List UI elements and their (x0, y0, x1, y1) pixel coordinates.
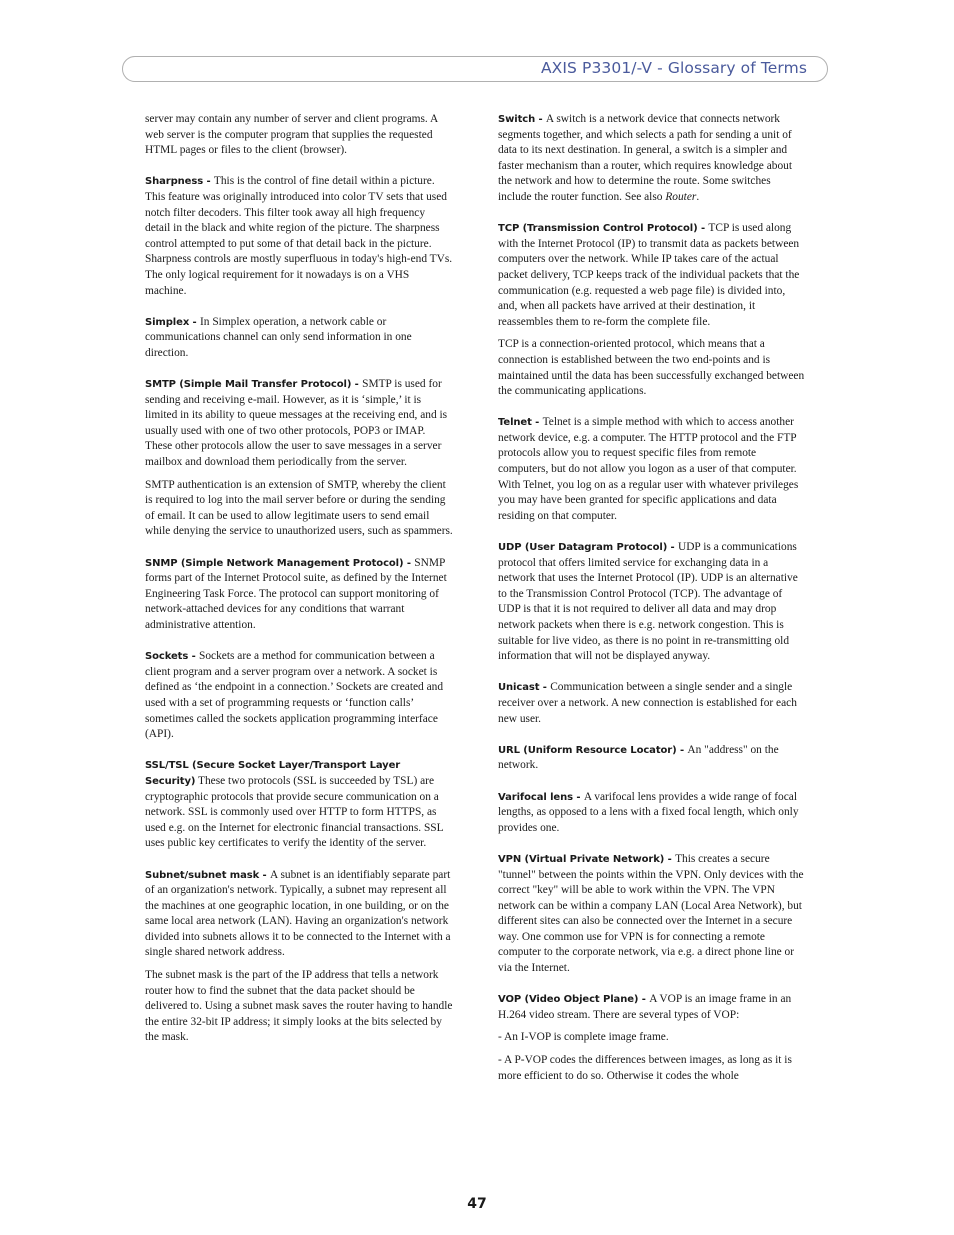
glossary-definition: Telnet is a simple method with which to access another network device, e.g. a computer. The HTTP protocol and the FTP protocols allow you to request specific files from remote computers, but do not allow you logon as a user of that computer. With Telnet, you log on as a regular user with whatever privileges you may have been granted for specific applications and data residing on that computer. (498, 416, 799, 522)
glossary-entry (498, 743, 806, 774)
glossary-entry (145, 868, 453, 962)
glossary-term: SSL/TSL (Secure Socket Layer/Transport Layer Security) (145, 760, 401, 787)
glossary-entry (498, 680, 806, 727)
glossary-term: UDP (User Datagram Protocol) - (498, 542, 678, 554)
glossary-definition: TCP is used along with the Internet Protocol (IP) to transmit data as packets between computers over the network. While IP takes care of the actual packet delivery, TCP keeps track of the individual packets that the communication (e.g. requested a web page file) is divided into, and, when all packets have arrived at their destination, it reassembles them to re-form the complete file. (498, 222, 800, 328)
glossary-definition: Sockets are a method for communication between a client program and a server program over a network. A socket is defined as ‘the endpoint in a connection.’ Sockets are created and used with a set of programming requests or ‘function calls’ sometimes called the sockets application programming interface (API). (145, 650, 444, 741)
glossary-term: Simplex - (145, 316, 200, 328)
glossary-definition: - A P-VOP codes the differences between images, as long as it is more efficient to do so. Otherwise it codes the whole (498, 1054, 792, 1082)
glossary-definition: A varifocal lens provides a wide range of focal lengths, as opposed to a lens with a fixed focal length, which only provides one. (498, 790, 799, 834)
page-number: 47 (467, 1196, 487, 1212)
glossary-definition: SMTP is used for sending and receiving e-mail. However, as it is ‘simple,’ it is limited in its ability to queue messages at the receiving end, and is usually used with one of two other protocols, POP3 or IMAP. These other protocols allow the user to save messages in a server mailbox and download them periodically from the server. (145, 378, 448, 469)
glossary-entry (498, 852, 806, 977)
glossary-entry (498, 112, 806, 206)
glossary-entry (498, 415, 806, 524)
glossary-entry (145, 649, 453, 743)
glossary-definition: TCP is a connection-oriented protocol, which means that a connection is established between the two end-points and is maintained until the data has been successfully exchanged between the communicating applications. (498, 338, 805, 398)
right-column (498, 112, 806, 1084)
glossary-entry (145, 968, 453, 1046)
glossary-entry (498, 1053, 806, 1084)
glossary-term: Telnet - (498, 417, 543, 429)
glossary-definition: server may contain any number of server and client programs. A web server is the computer program that supplies the requested HTML pages or files to the client (browser). (145, 113, 438, 157)
glossary-entry (145, 377, 453, 471)
glossary-term: Sockets - (145, 651, 200, 663)
glossary-definition: A VOP is an image frame in an H.264 video stream. There are several types of VOP: (498, 993, 792, 1021)
glossary-definition: A switch is a network device that connects network segments together, and which selects a path for sending a unit of data to its next destination. In general, a switch is a simpler and faster mechanism than a router, which requires knowledge about the network and how to determine the route. Some switches include the router function. See also (498, 113, 793, 203)
glossary-definition: In Simplex operation, a network cable or communications channel can only send information in one direction. (145, 315, 412, 359)
glossary-entry (145, 758, 453, 852)
glossary-definition: Communication between a single sender and a single receiver over a network. A new connection is established for each new user. (498, 681, 797, 725)
glossary-definition: - An I-VOP is complete image frame. (498, 1031, 669, 1044)
glossary-entry (498, 337, 806, 399)
glossary-entry (498, 1030, 806, 1046)
glossary-entry (498, 540, 806, 665)
glossary-definition: These two protocols (SSL is succeeded by TSL) are cryptographic protocols that provide secure communication on a network. SSL is commonly used over HTTP to form HTTPS, as used e.g. on the Internet for electronic financial transactions. SSL uses public key certificates to verify the identity of the server. (145, 774, 444, 850)
glossary-term: Unicast - (498, 682, 551, 694)
glossary-entry (498, 221, 806, 330)
glossary-term: Subnet/subnet mask - (145, 869, 270, 881)
glossary-definition: SNMP forms part of the Internet Protocol suite, as defined by the Internet Engineering Task Force. The protocol can support monitoring of network-attached devices for any conditions that warrant administrative attention. (145, 556, 447, 631)
glossary-definition: This is the control of fine detail within a picture. This feature was originally introduced into color TV sets that used notch filter decoders. This filter took away all high frequency detail in the black and white region of the picture. The sharpness control attempted to put some of that detail back in the picture. Sharpness controls are mostly superfluous in today's high-end TVs. The only logical requirement for it nowadays is on a VHS machine. (145, 175, 453, 297)
glossary-entry (145, 112, 453, 159)
glossary-entry (498, 992, 806, 1023)
glossary-crossref: Router (665, 190, 697, 203)
glossary-definition: An "address" on the network. (498, 743, 779, 772)
glossary-term: VPN (Virtual Private Network) - (498, 853, 676, 865)
glossary-definition-end: . (696, 190, 700, 203)
glossary-entry (145, 174, 453, 299)
glossary-entry (498, 790, 806, 837)
glossary-term: VOP (Video Object Plane) - (498, 994, 650, 1006)
glossary-definition: The subnet mask is the part of the IP address that tells a network router how to find the subnet that the data packet should be delivered to. Using a subnet mask saves the router having to handle the entire 32-bit IP address; it simply looks at the bits selected by the mask. (145, 969, 453, 1044)
glossary-definition: A subnet is an identifiably separate part of an organization's network. Typically, a subnet may represent all the machines at one geographic location, in one building, or on the same local area network (LAN). Having an organization's network divided into subnets allows it to be connected to the Internet with a single shared network address. (145, 868, 451, 959)
glossary-definition: This creates a secure "tunnel" between the points within the VPN. Only devices with the correct "key" will be able to work within the VPN. The VPN network can be within a company LAN (Local Area Network), but different sites can also be connected over the Internet in a secure way. One common use for VPN is for connecting a remote computer to the corporate network, via e.g. a direct phone line or via the Internet. (498, 852, 804, 975)
glossary-term: TCP (Transmission Control Protocol) - (498, 223, 709, 235)
left-column (145, 112, 453, 1046)
glossary-term: Varifocal lens - (498, 791, 584, 803)
glossary-term: SNMP (Simple Network Management Protocol) - (145, 557, 415, 569)
glossary-entry (145, 556, 453, 634)
glossary-entry (145, 315, 453, 362)
glossary-term: URL (Uniform Resource Locator) - (498, 744, 688, 756)
glossary-entry (145, 478, 453, 540)
glossary-term: SMTP (Simple Mail Transfer Protocol) - (145, 379, 363, 391)
glossary-term: Sharpness - (145, 176, 214, 188)
page-header-title: AXIS P3301/-V - Glossary of Terms (540, 59, 807, 77)
header-bar (122, 56, 828, 82)
glossary-definition: SMTP authentication is an extension of SMTP, whereby the client is required to log into the mail server before or during the sending of email. It can be used to allow legitimate users to send email while denying the service to unauthorized users, such as spammers. (145, 478, 453, 538)
glossary-definition: UDP is a communications protocol that offers limited service for exchanging data in a network that uses the Internet Protocol (IP). UDP is an alternative to the Transmission Control Protocol (TCP). The advantage of UDP is that it is not required to deliver all data and may drop network packets when there is e.g. network congestion. This is suitable for live video, as there is no point in re-transmitting old information that will not be displayed anyway. (498, 541, 798, 663)
glossary-term: Switch - (498, 114, 546, 125)
